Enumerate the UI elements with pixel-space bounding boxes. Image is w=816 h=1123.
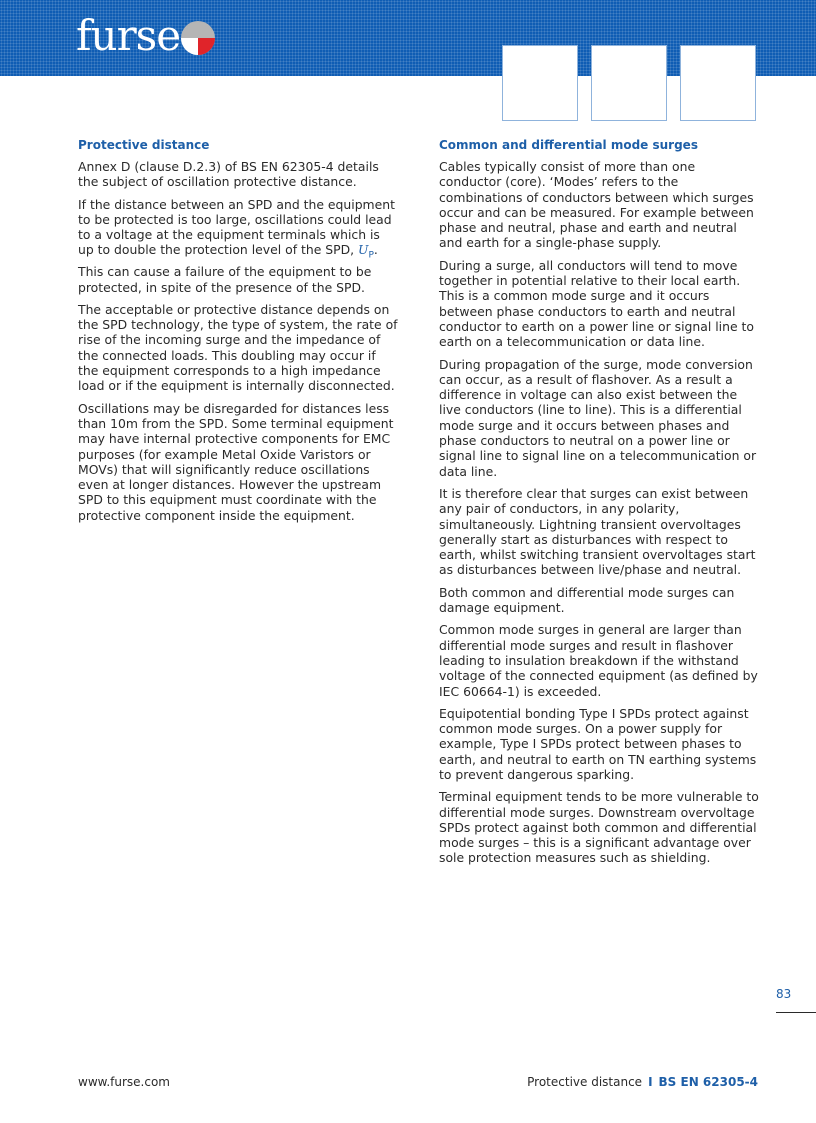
paragraph: Terminal equipment tends to be more vulnerable to differential mode surges. Downstream overvoltage SPDs protect against both common and differential mode surges – this is a significant advantage over sole protection measures such as shielding. (439, 789, 759, 866)
paragraph: Annex D (clause D.2.3) of BS EN 62305-4 details the subject of oscillation protective distance. (78, 159, 379, 190)
page-number: 83 (776, 987, 792, 1001)
up-symbol: $U_P$ (358, 242, 374, 261)
paragraph: During propagation of the surge, mode conversion can occur, as a result of flashover. As a result a difference in voltage can also exist between the live conductors (line to line). This is a differential mode surge and it occurs between phases and phase conductors to neutral on a power line or signal line to signal line on a telecommunication or data line. (439, 356, 757, 479)
header-tab-box-2 (591, 45, 667, 121)
footer-standard: BS EN 62305-4 (658, 1075, 758, 1089)
header-tab-box-1 (502, 45, 578, 121)
paragraph: Oscillations may be disregarded for distances less than 10m from the SPD. Some terminal equipment may have internal protective components for EMC purposes (for example Metal Oxide Varistors or MOVs) that will significantly reduce oscillations even at longer distances. However the upstream SPD to this equipment must coordinate with the protective component inside the equipment. (78, 400, 394, 523)
footer-section: Protective distance (527, 1075, 643, 1089)
paragraph: The acceptable or protective distance depends on the SPD technology, the type of system, the rate of rise of the incoming surge and the impedance of the connected loads. This doubling may occur if the equipment corresponds to a high impedance load or if the equipment is internally disconnected. (78, 301, 398, 394)
furse-logo: furse (76, 11, 181, 60)
footer-website: www.furse.com (78, 1075, 170, 1089)
paragraph: Both common and differential mode surges can damage equipment. (439, 584, 735, 616)
footer-separator: I (648, 1075, 653, 1089)
left-column (78, 138, 398, 530)
paragraph: If the distance between an SPD and the equipment to be protected is too large, oscillations could lead to a voltage at the equipment terminals which is up to double the protection level of the SPD, $U_P$. This can cause a failure of the equipment to be protected, in spite of the presence of the SPD. (78, 196, 395, 295)
paragraph: Equipotential bonding Type I SPDs protect against common mode surges. On a power supply for example, Type I SPDs protect between phases to earth, and neutral to earth on TN earthing systems to prevent dangerous sparking. (439, 705, 757, 782)
section-heading-protective-distance: Protective distance (78, 138, 210, 152)
furse-logo-mark-icon (180, 20, 216, 56)
paragraph: Cables typically consist of more than one conductor (core). ‘Modes’ refers to the combinations of conductors between which surges occur and can be measured. For example between phase and neutral, phase and earth and neutral and earth for a single-phase supply. (439, 159, 754, 251)
section-heading-mode-surges: Common and differential mode surges (439, 138, 698, 152)
right-column (439, 138, 759, 873)
footer-section-title (527, 1075, 758, 1089)
paragraph: During a surge, all conductors will tend to move together in potential relative to their local earth. This is a common mode surge and it occurs between phase conductors to earth and neutral conductor to earth on a power line or signal line to earth on a telecommunication or data line. (439, 257, 754, 350)
header-tab-box-3 (680, 45, 756, 121)
paragraph: Common mode surges in general are larger than differential mode surges and result in flashover leading to insulation breakdown if the withstand voltage of the connected equipment (as defined by IEC 60664-1) is exceeded. (439, 622, 758, 699)
paragraph: It is therefore clear that surges can exist between any pair of conductors, in any polarity, simultaneously. Lightning transient overvoltages generally start as disturbances with respect to earth, whilst switching transient overvoltages start as disturbances between live/phase and neutral. (439, 485, 756, 578)
page-number-rule (776, 1012, 816, 1013)
